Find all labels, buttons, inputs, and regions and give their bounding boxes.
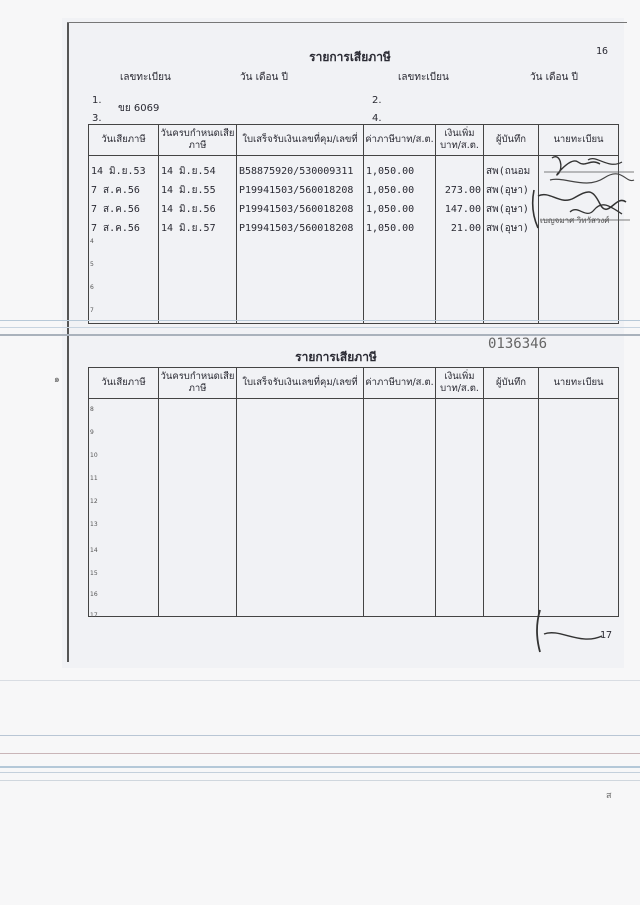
- cell-receipt: P19941503/560018208: [237, 181, 364, 200]
- scan-band: [0, 766, 640, 768]
- col-extra: เงินเพิ่มบาท/ส.ต.: [436, 368, 484, 399]
- row-number: 14: [90, 547, 98, 554]
- col-tax: ค่าภาษีบาท/ส.ต.: [364, 368, 436, 399]
- col-due-date: วันครบกำหนดเสียภาษี: [159, 368, 237, 399]
- col-receipt: ใบเสร็จรับเงินเลขที่คุม/เลขที่: [237, 368, 364, 399]
- binding-edge: [67, 22, 69, 662]
- row-number: 5: [90, 261, 94, 268]
- cell-tax: 1,050.00: [364, 181, 436, 200]
- table-row: [89, 238, 619, 257]
- registrar-stamp-name: เบญจมาศ วิทวัสวงศ์: [540, 216, 610, 225]
- table-row: [89, 257, 619, 276]
- cell-recorder: สพ(อุษา): [484, 181, 539, 200]
- entry-1-plate: ขย 6069: [118, 103, 160, 114]
- row-number: 4: [90, 238, 94, 245]
- cell-tax: 1,050.00: [364, 219, 436, 238]
- cell-extra: 147.00: [436, 200, 484, 219]
- cell-paid: 7 ส.ค.56: [89, 219, 159, 238]
- cell-recorder: สพ(อุษา): [484, 219, 539, 238]
- header-reg-label-right: เลขทะเบียน: [398, 72, 449, 83]
- cell-receipt: P19941503/560018208: [237, 200, 364, 219]
- cell-extra: 273.00: [436, 181, 484, 200]
- row-number: 11: [90, 475, 98, 482]
- page2-title: รายการเสียภาษี: [295, 350, 377, 364]
- col-paid-date: วันเสียภาษี: [89, 368, 159, 399]
- table-row: [89, 399, 619, 422]
- col-recorder: ผู้บันทึก: [484, 368, 539, 399]
- tax-table-page2: [88, 367, 619, 617]
- header-reg-label-left: เลขทะเบียน: [120, 72, 171, 83]
- scan-band: [0, 680, 640, 681]
- side-mark: ๑: [54, 375, 60, 385]
- cell-tax: 1,050.00: [364, 156, 436, 182]
- row-number: 10: [90, 452, 98, 459]
- table-row: [89, 443, 619, 465]
- corner-mark: ส: [606, 791, 612, 801]
- col-receipt: ใบเสร็จรับเงินเลขที่คุม/เลขที่: [237, 125, 364, 156]
- col-recorder: ผู้บันทึก: [484, 125, 539, 156]
- cell-due: 14 มิ.ย.55: [159, 181, 237, 200]
- cell-recorder: สพ(ถนอม: [484, 156, 539, 182]
- row-number: 9: [90, 429, 94, 436]
- cell-receipt: P19941503/560018208: [237, 219, 364, 238]
- row-number: 17: [90, 612, 98, 619]
- scan-band: [0, 780, 640, 781]
- row-number: 12: [90, 498, 98, 505]
- cell-due: 14 มิ.ย.54: [159, 156, 237, 182]
- entry-1-number: 1.: [92, 95, 102, 106]
- cell-extra: 21.00: [436, 219, 484, 238]
- page2-serial: 0136346: [488, 336, 548, 352]
- row-number: 8: [90, 406, 94, 413]
- table-row: [89, 553, 619, 575]
- top-edge: [67, 22, 627, 23]
- table-row: [89, 531, 619, 553]
- table-header-row: [89, 368, 619, 399]
- table-row: [89, 465, 619, 487]
- row-number: 6: [90, 284, 94, 291]
- cell-receipt: B58875920/530009311: [237, 156, 364, 182]
- col-tax: ค่าภาษีบาท/ส.ต.: [364, 125, 436, 156]
- page1-title: รายการเสียภาษี: [309, 50, 391, 64]
- table-row: [89, 509, 619, 531]
- table-row: [89, 487, 619, 509]
- col-paid-date: วันเสียภาษี: [89, 125, 159, 156]
- scan-band: [0, 327, 640, 328]
- cell-tax: 1,050.00: [364, 200, 436, 219]
- scan-band: [0, 735, 640, 736]
- row-number: 13: [90, 521, 98, 528]
- cell-paid: 14 มิ.ย.53: [89, 156, 159, 182]
- header-date-label-left: วัน เดือน ปี: [240, 72, 288, 83]
- page2-number: 17: [600, 630, 613, 641]
- table-row: [89, 276, 619, 295]
- table-row: [89, 575, 619, 597]
- cell-extra: [436, 156, 484, 182]
- row-number: 7: [90, 307, 94, 314]
- cell-paid: 7 ส.ค.56: [89, 200, 159, 219]
- cell-recorder: สพ(อุษา): [484, 200, 539, 219]
- cell-due: 14 มิ.ย.56: [159, 200, 237, 219]
- col-due-date: วันครบกำหนดเสียภาษี: [159, 125, 237, 156]
- cell-paid: 7 ส.ค.56: [89, 181, 159, 200]
- col-registrar: นายทะเบียน: [539, 368, 619, 399]
- row-number: 16: [90, 591, 98, 598]
- cell-due: 14 มิ.ย.57: [159, 219, 237, 238]
- scan-band: [0, 772, 640, 773]
- table-row: [89, 421, 619, 443]
- signature-image: [530, 600, 613, 660]
- entry-4-number: 4.: [372, 113, 382, 124]
- entry-3-number: 3.: [92, 113, 102, 124]
- header-date-label-right: วัน เดือน ปี: [530, 72, 578, 83]
- scan-band: [0, 753, 640, 754]
- col-extra: เงินเพิ่มบาท/ส.ต.: [436, 125, 484, 156]
- row-number: 15: [90, 570, 98, 577]
- page1-number: 16: [596, 46, 609, 57]
- scan-band: [0, 320, 640, 321]
- entry-2-number: 2.: [372, 95, 382, 106]
- col-registrar: นายทะเบียน: [539, 125, 619, 156]
